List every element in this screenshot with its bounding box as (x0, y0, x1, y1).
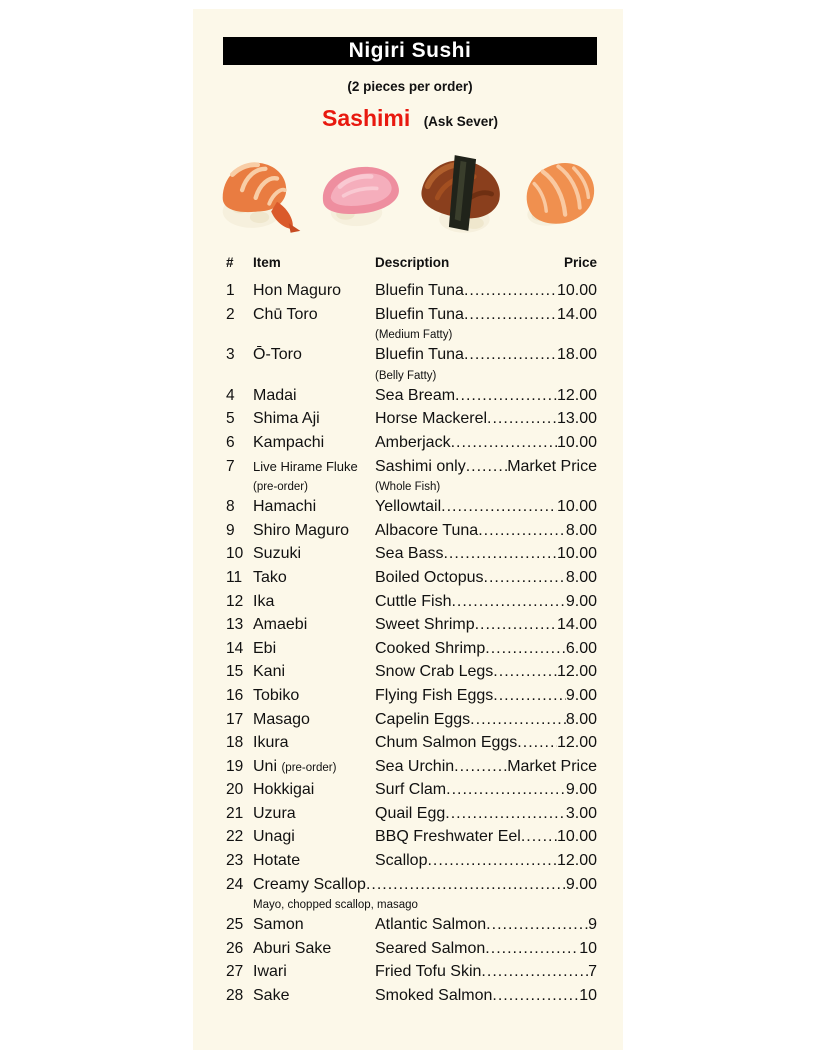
item-number: 4 (226, 386, 235, 404)
sashimi-line (223, 105, 597, 132)
item-description-cell (375, 410, 597, 428)
item-number: 11 (226, 568, 243, 586)
item-description: Sea Urchin (375, 757, 455, 775)
item-name: Amaebi (253, 616, 308, 634)
dot-leader (517, 734, 557, 752)
menu-row (226, 545, 597, 569)
item-description-cell (375, 522, 597, 540)
menu-row (226, 987, 597, 1011)
item-number: 19 (226, 757, 244, 775)
menu-panel (193, 9, 623, 1050)
item-name: Hokkigai (253, 781, 315, 799)
sashimi-note: (Ask Sever) (423, 114, 498, 129)
item-description: Smoked Salmon (375, 987, 493, 1005)
item-number: 25 (226, 916, 244, 934)
item-description: Bluefin Tuna (375, 282, 464, 299)
item-description-cell (375, 711, 597, 729)
item-description-cell (375, 616, 597, 634)
item-price: 9.00 (565, 686, 597, 704)
item-name: Ebi (253, 639, 277, 657)
item-price: 9.00 (565, 592, 597, 610)
menu-row (226, 282, 597, 306)
dot-leader (487, 410, 557, 428)
item-description: Cuttle Fish (375, 592, 452, 610)
item-name: Sake (253, 987, 290, 1005)
item-name: Creamy Scallop (253, 875, 366, 893)
item-number: 21 (226, 804, 244, 822)
menu-row (226, 522, 597, 546)
item-price: 9.00 (565, 781, 597, 799)
item-description: Chum Salmon Eggs (375, 734, 518, 752)
item-number: 10 (226, 545, 244, 563)
item-name: Hotate (253, 852, 301, 870)
item-description-cell (375, 852, 597, 870)
dot-leader (445, 805, 566, 823)
dot-leader (455, 387, 557, 405)
item-name: Kampachi (253, 433, 325, 451)
item-name: Unagi (253, 828, 295, 846)
item-subtext: Mayo, chopped scallop, masago (253, 899, 418, 912)
column-header-num: # (226, 255, 234, 270)
menu-row (226, 569, 597, 593)
item-number: 23 (226, 852, 244, 870)
item-description-cell (375, 640, 597, 658)
item-description-cell (375, 987, 597, 1005)
item-price: 8.00 (565, 568, 597, 586)
item-description-cell (375, 758, 597, 776)
menu-row (226, 410, 597, 434)
item-description: Boiled Octopus (375, 568, 484, 586)
title-bar (223, 37, 597, 65)
description-subtext: (Medium Fatty) (375, 329, 453, 342)
item-price: 12.00 (556, 663, 597, 681)
item-description-cell (375, 805, 597, 823)
item-name: Tobiko (253, 686, 300, 704)
menu-row (226, 916, 597, 940)
item-description-cell (375, 940, 597, 958)
menu-row (226, 593, 597, 617)
menu-row (226, 781, 597, 805)
item-name: Shiro Maguro (253, 521, 350, 539)
item-description: Sea Bass (375, 545, 444, 563)
menu-row (226, 387, 597, 411)
item-price: 10.00 (556, 498, 597, 516)
menu-rows (226, 282, 597, 1011)
item-name: Kani (253, 663, 286, 681)
item-subtext: (pre-order) (253, 481, 308, 494)
dot-leader (481, 963, 588, 981)
menu-row (226, 711, 597, 735)
item-description: Quail Egg (375, 804, 446, 822)
item-name: Hamachi (253, 498, 317, 516)
item-name (253, 758, 375, 776)
item-number: 6 (226, 433, 235, 451)
item-price: 10.00 (556, 433, 597, 451)
dot-leader (484, 569, 566, 587)
dot-leader (454, 758, 507, 776)
menu-row (226, 876, 597, 900)
item-price: 10.00 (556, 545, 597, 563)
item-name: Samon (253, 916, 304, 934)
item-description-cell (375, 387, 597, 405)
item-number: 14 (226, 639, 244, 657)
item-number: 22 (226, 828, 244, 846)
item-description: Sea Bream (375, 386, 456, 404)
item-name: Live Hirame Fluke (253, 458, 358, 474)
item-description-cell (375, 458, 597, 476)
dot-leader (464, 346, 557, 364)
salmon-nigiri-image (517, 146, 603, 241)
item-number: 15 (226, 663, 244, 681)
dot-leader (464, 282, 557, 300)
dot-leader (470, 711, 566, 729)
shrimp-nigiri-image (213, 146, 310, 241)
dot-leader (464, 306, 557, 324)
item-price: 12.00 (556, 734, 597, 752)
dot-leader (366, 876, 566, 894)
menu-row (226, 758, 597, 782)
item-description-cell (375, 306, 597, 324)
item-name: Chū Toro (253, 305, 318, 323)
item-description: Bluefin Tuna (375, 346, 464, 364)
item-price: 6.00 (565, 639, 597, 657)
dot-leader (443, 545, 556, 563)
item-price: 12.00 (556, 852, 597, 870)
dot-leader (485, 640, 566, 658)
item-number: 20 (226, 781, 244, 799)
menu-row (226, 458, 597, 482)
item-price: 14.00 (556, 305, 597, 323)
item-description: Atlantic Salmon (375, 916, 487, 934)
menu-row (226, 687, 597, 711)
item-name: Tako (253, 568, 287, 586)
item-span-line (253, 876, 597, 894)
menu-row (226, 346, 597, 370)
menu-row (226, 640, 597, 664)
item-name: Aburi Sake (253, 939, 332, 957)
item-description-cell (375, 828, 597, 846)
item-name: Ikura (253, 734, 289, 752)
item-number: 2 (226, 305, 235, 323)
menu-row (226, 940, 597, 964)
item-number: 12 (226, 592, 244, 610)
item-description-cell (375, 781, 597, 799)
item-description: Albacore Tuna (375, 521, 479, 539)
item-description-cell (375, 916, 597, 934)
description-subtext: (Whole Fish) (375, 481, 441, 494)
item-description: Seared Salmon (375, 939, 486, 957)
column-header-item: Item (253, 255, 281, 270)
item-name: Ō-Toro (253, 346, 302, 364)
item-name: Suzuki (253, 545, 302, 563)
item-number: 26 (226, 939, 244, 957)
item-number: 8 (226, 498, 235, 516)
menu-row (226, 963, 597, 987)
item-description: Cooked Shrimp (375, 639, 486, 657)
item-description-cell (375, 498, 597, 516)
menu-row (226, 434, 597, 458)
dot-leader (446, 781, 566, 799)
dot-leader (492, 987, 579, 1005)
eel-nigiri-image (414, 146, 511, 241)
menu-row (226, 805, 597, 829)
pieces-note: (2 pieces per order) (347, 79, 473, 94)
item-description-cell (375, 545, 597, 563)
item-price: Market Price (507, 457, 597, 475)
menu-row-subtext (226, 329, 597, 346)
dot-leader (485, 940, 579, 958)
item-description-cell (375, 663, 597, 681)
item-price: 3.00 (565, 804, 597, 822)
menu-row-subtext (226, 370, 597, 387)
item-number: 3 (226, 346, 235, 364)
item-description-cell (375, 687, 597, 705)
item-description-cell (375, 346, 597, 364)
menu-row (226, 663, 597, 687)
item-description: Amberjack (375, 433, 451, 451)
item-number: 16 (226, 686, 244, 704)
menu-row (226, 498, 597, 522)
item-name: Hon Maguro (253, 282, 342, 299)
item-number: 27 (226, 963, 244, 981)
item-number: 9 (226, 521, 235, 539)
dot-leader (451, 593, 565, 611)
item-description-cell (375, 963, 597, 981)
description-subtext: (Belly Fatty) (375, 369, 437, 382)
item-name: Iwari (253, 963, 287, 981)
item-description: Capelin Eggs (375, 710, 471, 728)
item-description: Fried Tofu Skin (375, 963, 482, 981)
item-description: Snow Crab Legs (375, 663, 494, 681)
item-description: BBQ Freshwater Eel (375, 828, 521, 846)
dot-leader (441, 498, 557, 516)
item-description-cell (375, 434, 597, 452)
table-header (226, 255, 597, 282)
item-description: Yellowtail (375, 498, 442, 516)
menu-row-subtext (226, 481, 597, 498)
item-number: 1 (226, 282, 235, 299)
item-name: Madai (253, 386, 297, 404)
item-price: Market Price (507, 757, 597, 775)
menu-row (226, 616, 597, 640)
item-name: Ika (253, 592, 275, 610)
item-price: 9.00 (565, 875, 597, 893)
item-description: Sashimi only (375, 457, 466, 475)
item-price: 8.00 (565, 710, 597, 728)
item-description: Surf Clam (375, 781, 447, 799)
item-price: 10 (579, 939, 597, 957)
dot-leader (493, 663, 557, 681)
menu-row (226, 828, 597, 852)
item-description-cell (375, 569, 597, 587)
item-price: 9 (588, 916, 597, 934)
sashimi-heading: Sashimi (322, 105, 411, 131)
item-description-cell (375, 282, 597, 300)
dot-leader (486, 916, 588, 934)
menu-row (226, 852, 597, 876)
page-title: Nigiri Sushi (348, 39, 472, 62)
item-price: 13.00 (556, 410, 597, 428)
item-price: 12.00 (556, 386, 597, 404)
item-description: Horse Mackerel (375, 410, 488, 428)
item-number: 5 (226, 410, 235, 428)
menu-row-subtext (226, 899, 597, 916)
item-price: 8.00 (565, 521, 597, 539)
dot-leader (466, 458, 508, 476)
item-number: 13 (226, 616, 244, 634)
item-number: 24 (226, 875, 244, 893)
item-number: 7 (226, 457, 235, 475)
item-name-text: Uni (253, 757, 278, 775)
item-price: 18.00 (556, 346, 597, 364)
item-note: (pre-order) (281, 761, 337, 774)
item-description-cell (375, 734, 597, 752)
item-description: Scallop (375, 852, 428, 870)
item-price: 14.00 (556, 616, 597, 634)
dot-leader (451, 434, 557, 452)
item-name: Uzura (253, 804, 296, 822)
tuna-nigiri-image (316, 146, 408, 241)
sushi-photos (207, 141, 609, 245)
item-number: 28 (226, 987, 244, 1005)
menu-row (226, 306, 597, 330)
dot-leader (427, 852, 556, 870)
item-price: 10 (579, 987, 597, 1005)
column-header-price: Price (563, 255, 597, 270)
item-price: 10.00 (556, 282, 597, 299)
item-name: Shima Aji (253, 410, 320, 428)
dot-leader (493, 687, 566, 705)
menu-row (226, 734, 597, 758)
item-price: 7 (588, 963, 597, 981)
dot-leader (521, 828, 557, 846)
item-description: Bluefin Tuna (375, 305, 464, 323)
dot-leader (475, 616, 557, 634)
menu-table (226, 255, 597, 1011)
item-description-cell (375, 593, 597, 611)
item-number: 17 (226, 710, 244, 728)
item-number: 18 (226, 734, 244, 752)
dot-leader (478, 522, 566, 540)
item-description: Flying Fish Eggs (375, 686, 494, 704)
column-header-description: Description (375, 255, 450, 270)
item-price: 10.00 (556, 828, 597, 846)
item-name: Masago (253, 710, 310, 728)
item-description: Sweet Shrimp (375, 616, 475, 634)
